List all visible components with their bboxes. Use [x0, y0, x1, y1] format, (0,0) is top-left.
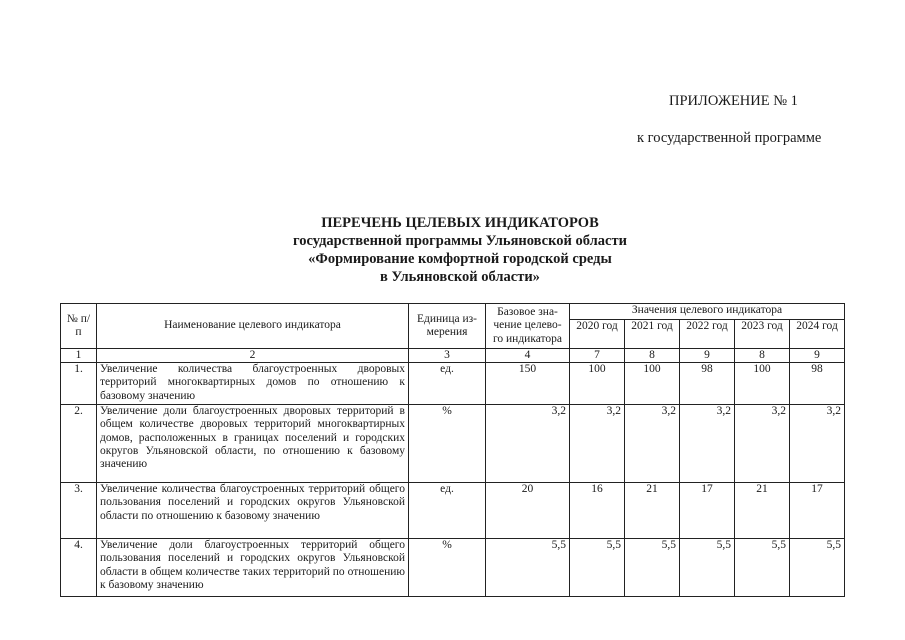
base-value-cell: 20	[486, 483, 570, 539]
document-title	[160, 214, 760, 286]
appendix-heading: ПРИЛОЖЕНИЕ № 1	[669, 93, 798, 109]
column-number: 3	[409, 349, 486, 363]
value-cell: 21	[735, 483, 790, 539]
table-row	[61, 539, 845, 597]
table-row	[61, 363, 845, 405]
header-number: № п/п	[61, 304, 97, 349]
indicators-table	[60, 303, 845, 597]
header-year: 2022 год	[680, 320, 735, 349]
value-cell: 16	[570, 483, 625, 539]
value-cell: 5,5	[570, 539, 625, 597]
value-cell: 21	[625, 483, 680, 539]
base-value-cell: 150	[486, 363, 570, 405]
unit-cell: ед.	[409, 483, 486, 539]
column-number: 8	[625, 349, 680, 363]
value-cell: 3,2	[680, 405, 735, 483]
column-number: 8	[735, 349, 790, 363]
row-number: 3.	[61, 483, 97, 539]
title-line-2: государственной программы Ульяновской области	[293, 233, 627, 249]
value-cell: 98	[790, 363, 845, 405]
unit-cell: %	[409, 405, 486, 483]
row-number: 4.	[61, 539, 97, 597]
table-row	[61, 405, 845, 483]
value-cell: 5,5	[735, 539, 790, 597]
column-number: 1	[61, 349, 97, 363]
header-year: 2024 год	[790, 320, 845, 349]
value-cell: 100	[570, 363, 625, 405]
header-unit: Единица из-мерения	[409, 304, 486, 349]
value-cell: 3,2	[735, 405, 790, 483]
indicator-name: Увеличение доли благоустроенных дворовых территорий в общем количестве дворовых территорий многоквартирных домов, расположенных в границах поселений и городских округов Ульяновской области, по отношению к базовому значению	[97, 405, 409, 483]
title-line-4: в Ульяновской области»	[380, 269, 540, 285]
header-year: 2020 год	[570, 320, 625, 349]
column-number: 4	[486, 349, 570, 363]
title-line-1: ПЕРЕЧЕНЬ ЦЕЛЕВЫХ ИНДИКАТОРОВ	[321, 215, 599, 231]
column-number: 9	[790, 349, 845, 363]
table-row	[61, 483, 845, 539]
title-line-3: «Формирование комфортной городской среды	[308, 251, 612, 267]
value-cell: 5,5	[625, 539, 680, 597]
value-cell: 17	[790, 483, 845, 539]
header-target-values: Значения целевого индикатора	[570, 304, 845, 320]
column-number: 9	[680, 349, 735, 363]
row-number: 2.	[61, 405, 97, 483]
value-cell: 3,2	[570, 405, 625, 483]
value-cell: 3,2	[790, 405, 845, 483]
header-indicator-name: Наименование целевого индикатора	[97, 304, 409, 349]
indicator-name: Увеличение доли благоустроенных территорий общего пользования поселений и городских округов Ульяновской области в общем количестве таких территорий по отношению к базовому значению	[97, 539, 409, 597]
row-number: 1.	[61, 363, 97, 405]
value-cell: 5,5	[790, 539, 845, 597]
value-cell: 98	[680, 363, 735, 405]
unit-cell: ед.	[409, 363, 486, 405]
indicator-name: Увеличение количества благоустроенных территорий общего пользования поселений и городских округов Ульяновской области по отношению к базовому значению	[97, 483, 409, 539]
header-year: 2023 год	[735, 320, 790, 349]
unit-cell: %	[409, 539, 486, 597]
base-value-cell: 3,2	[486, 405, 570, 483]
indicator-name: Увеличение количества благоустроенных дворовых территорий многоквартирных домов по отношению к базовому значению	[97, 363, 409, 405]
column-number: 2	[97, 349, 409, 363]
base-value-cell: 5,5	[486, 539, 570, 597]
value-cell: 100	[625, 363, 680, 405]
value-cell: 17	[680, 483, 735, 539]
header-base-value: Базовое зна-чение целево-го индикатора	[486, 304, 570, 349]
value-cell: 100	[735, 363, 790, 405]
header-year: 2021 год	[625, 320, 680, 349]
appendix-subheading: к государственной программе	[637, 130, 822, 146]
value-cell: 5,5	[680, 539, 735, 597]
value-cell: 3,2	[625, 405, 680, 483]
column-number: 7	[570, 349, 625, 363]
